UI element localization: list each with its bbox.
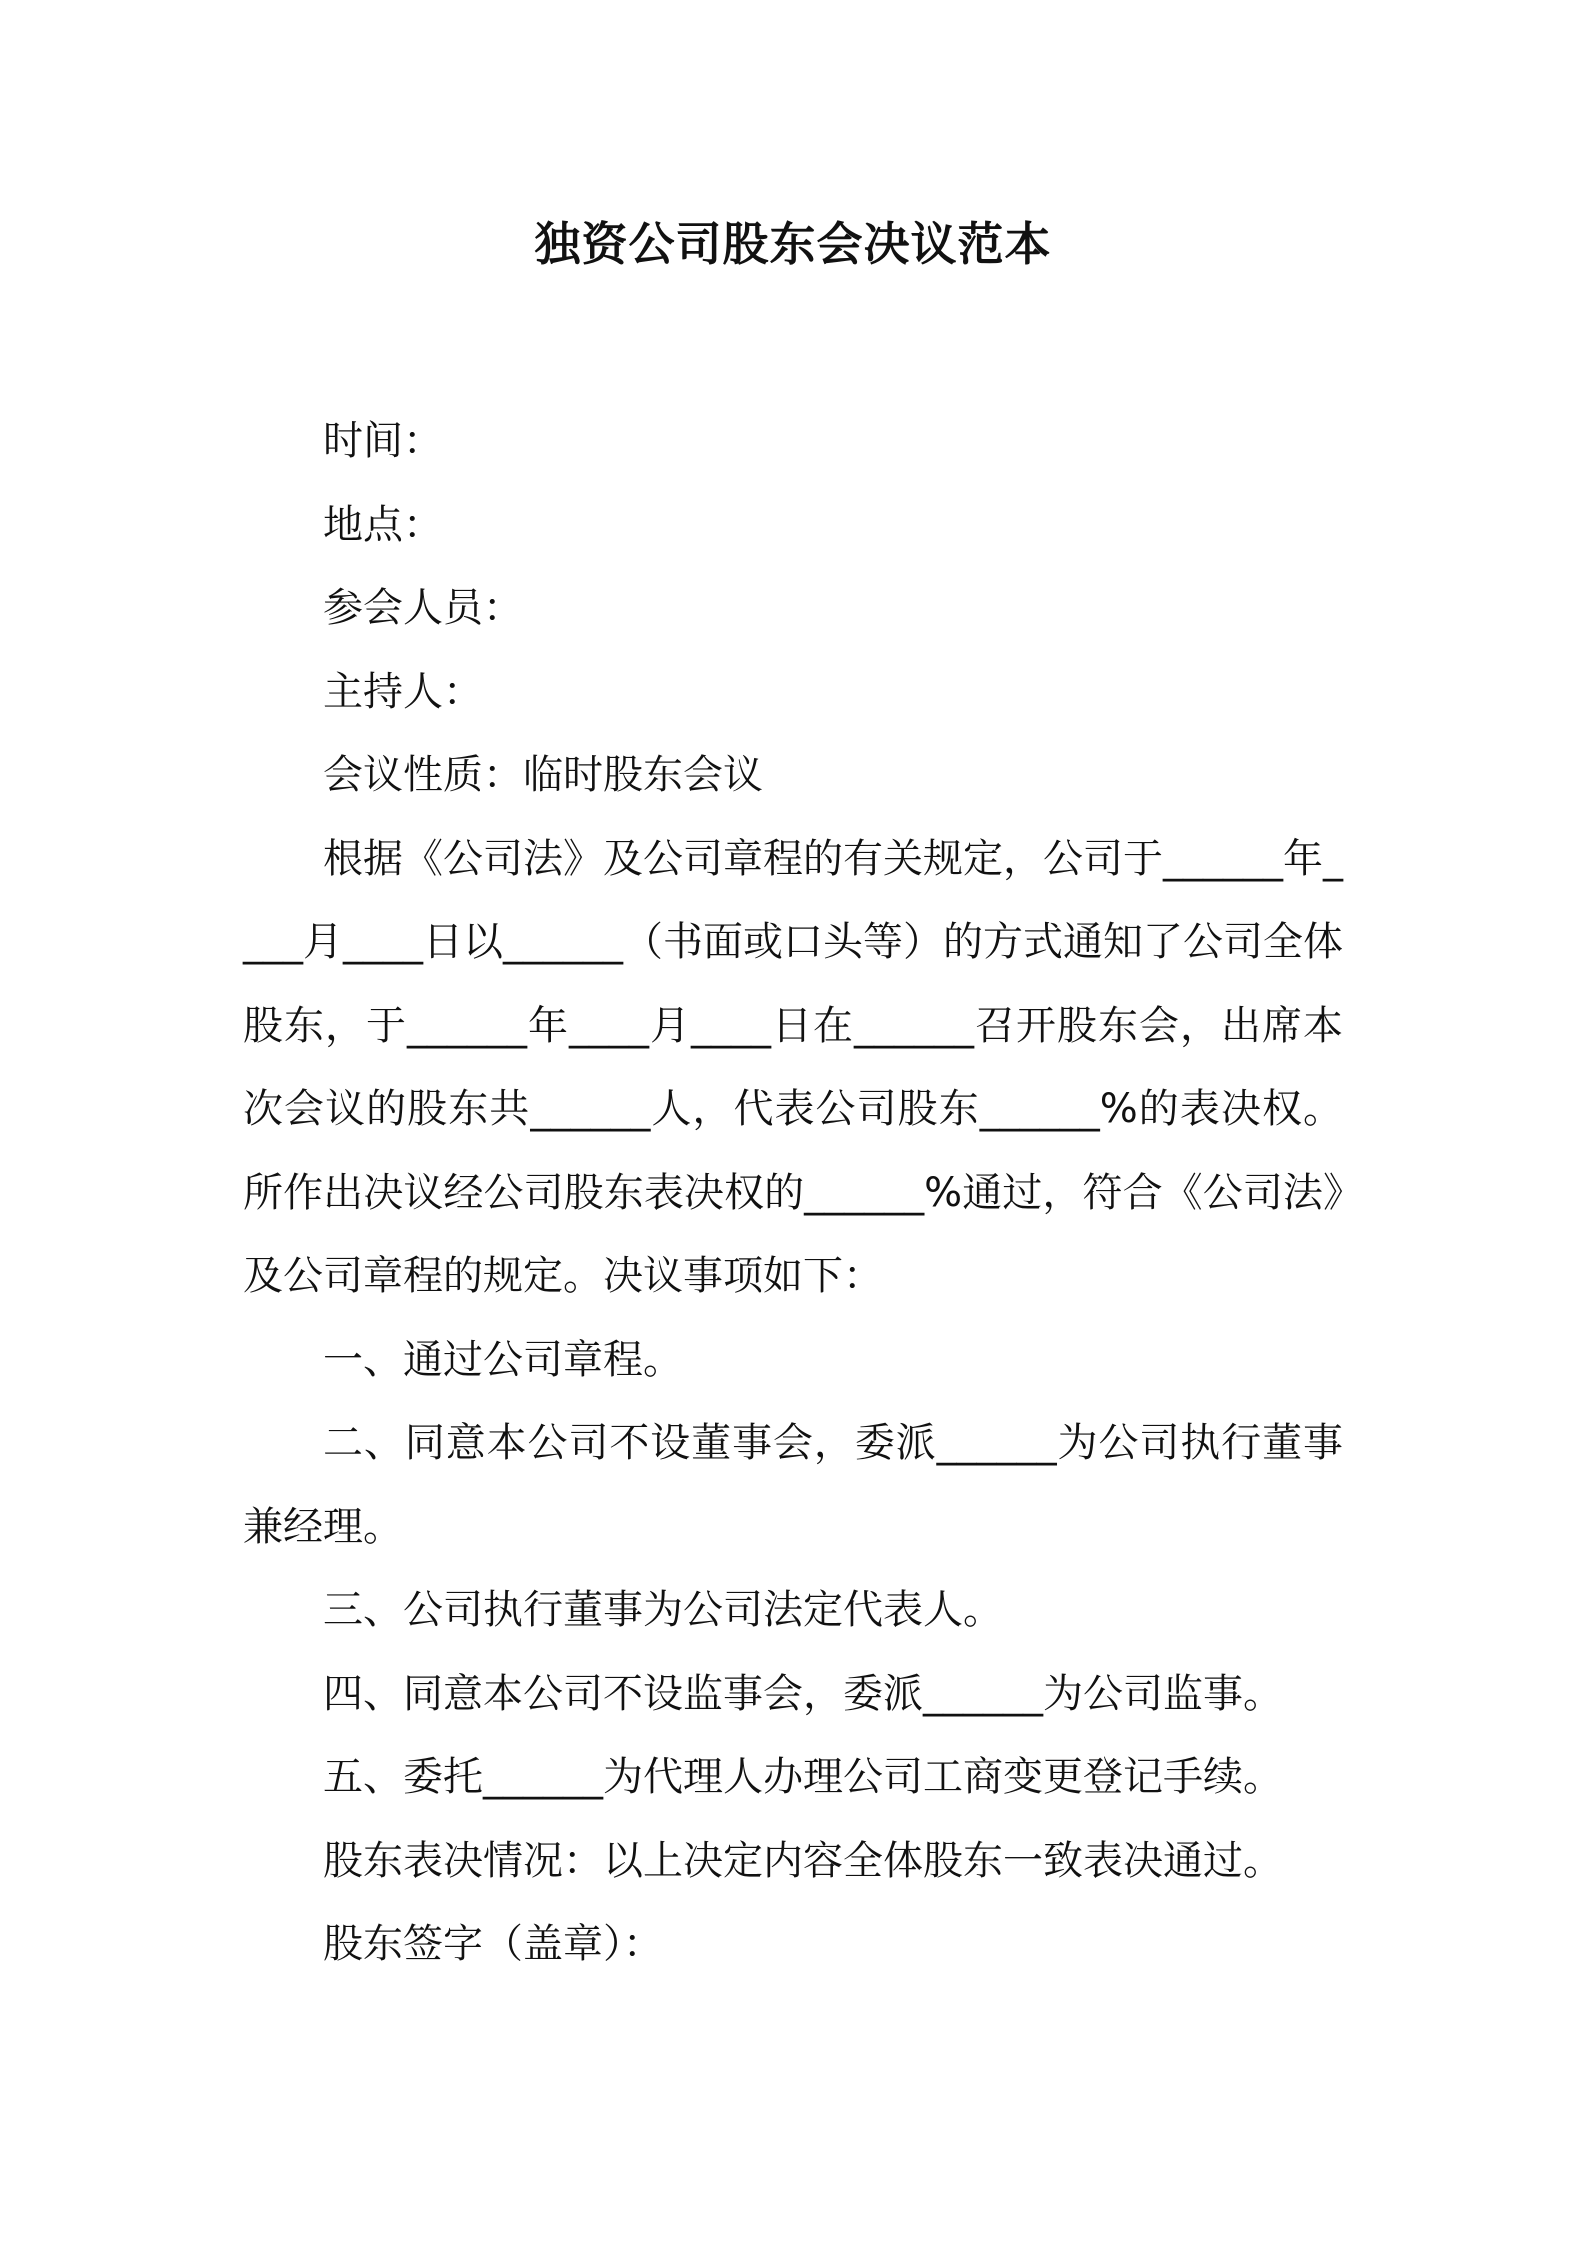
field-attendees: 参会人员：: [323, 585, 523, 631]
field-location: 地点：: [323, 501, 443, 548]
resolution-item: 三、公司执行董事为公司法定代表人。: [323, 1587, 1003, 1633]
intro-paragraph: 根据《公司法》及公司章程的有关规定，公司于______年____月____日以______（书面或口头等）的方式通知了公司全体股东，于______年____月____日在______召开股东会，出席本次会议的股东共______人，代表公司股东______%的表决权。所作出决议经公司股东表决权的______%通过，符合《公司法》及公司章程的规定。决议事项如下：: [243, 835, 1343, 1299]
vote-result: 股东表决情况：以上决定内容全体股东一致表决通过。: [323, 1837, 1283, 1884]
field-time: 时间：: [323, 418, 443, 464]
resolution-item: 五、委托______为代理人办理公司工商变更登记手续。: [323, 1754, 1283, 1800]
field-meeting-nature: 会议性质：临时股东会议: [323, 752, 763, 798]
resolution-item: 二、同意本公司不设董事会，委派______为公司执行董事兼经理。: [243, 1420, 1343, 1550]
document-body: [243, 400, 1343, 1987]
field-host: 主持人：: [323, 668, 483, 715]
signature-label: 股东签字（盖章）：: [323, 1921, 663, 1967]
document-title: 独资公司股东会决议范本: [534, 217, 1052, 271]
resolution-item: 四、同意本公司不设监事会，委派______为公司监事。: [323, 1670, 1283, 1717]
resolution-item: 一、通过公司章程。: [323, 1336, 683, 1383]
